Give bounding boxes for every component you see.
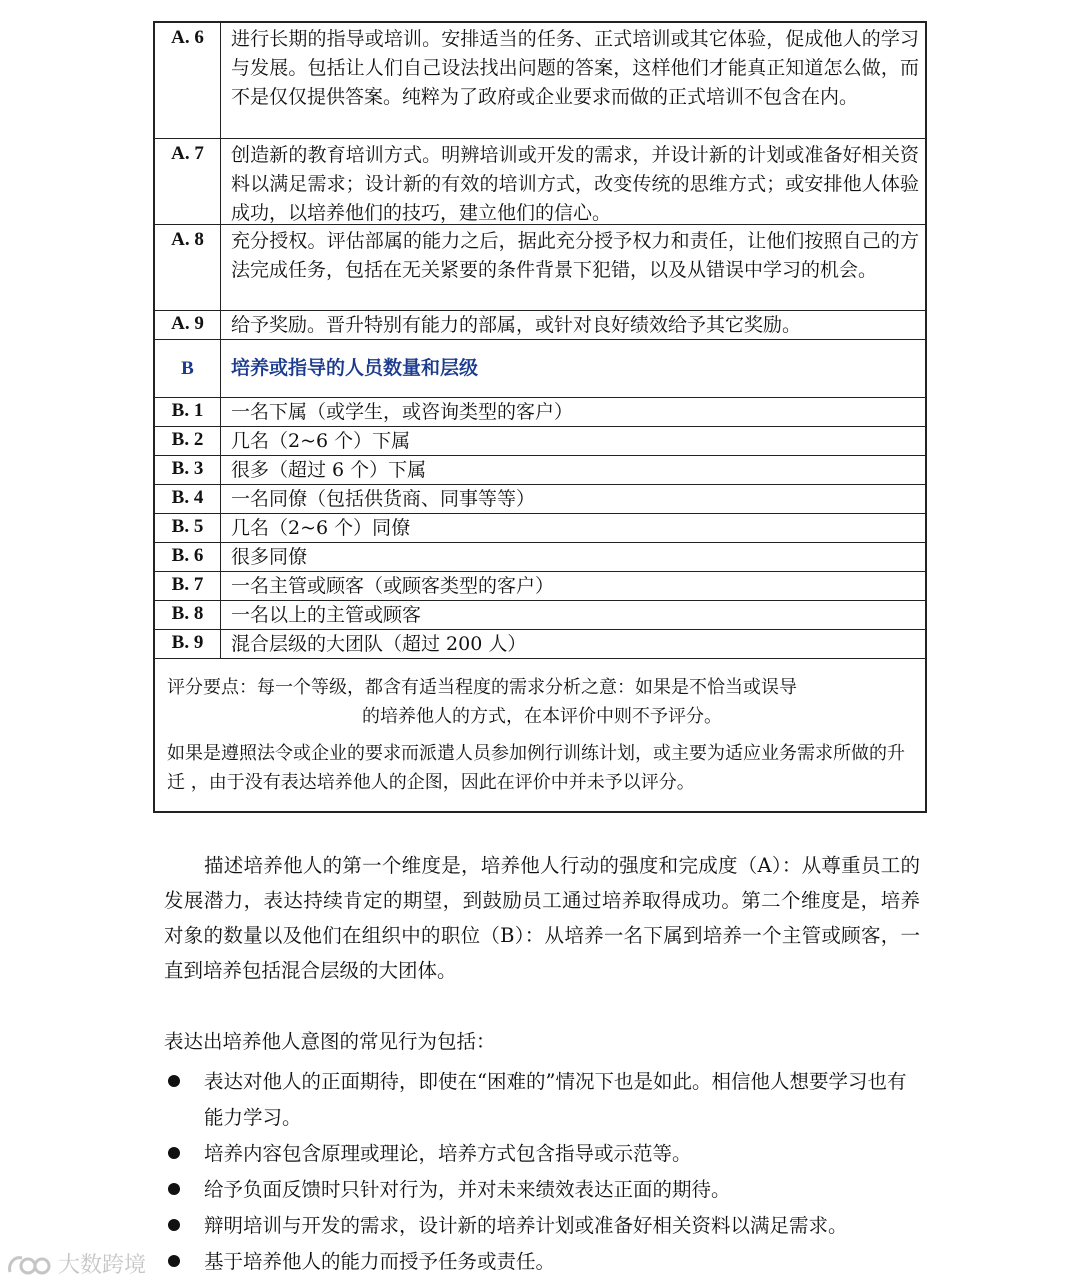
- list-item: [164, 1244, 924, 1280]
- table-row-b7: [155, 572, 925, 601]
- table-row-b1: [155, 398, 925, 427]
- row-code: B. 1: [155, 398, 221, 426]
- row-text: 给予奖励。晋升特别有能力的部属，或针对良好绩效给予其它奖励。: [231, 314, 802, 336]
- row-code: A. 7: [155, 139, 221, 224]
- list-item: [164, 1172, 924, 1208]
- section-title: 培养或指导的人员数量和层级: [231, 357, 479, 379]
- row-text: 一名以上的主管或顾客: [231, 604, 422, 626]
- table-row-b3: [155, 456, 925, 485]
- criteria-table: [153, 21, 927, 813]
- row-text: 几名（2~6 个）同僚: [231, 517, 411, 539]
- row-text: 进行长期的指导或培训。安排适当的任务、正式培训或其它体验，促成他人的学习与发展。包括让人们自己设法找出问题的答案，这样他们才能真正知道怎么做，而不是仅仅提供答案。纯粹为了政府或企业要求而做的正式培训不包含在内。: [231, 28, 919, 108]
- table-row-b4: [155, 485, 925, 514]
- row-code: B. 5: [155, 514, 221, 542]
- behavior-list: [164, 1064, 924, 1280]
- row-code: B. 6: [155, 543, 221, 571]
- list-item-text: 培养内容包含原理或理论，培养方式包含指导或示范等。: [204, 1142, 692, 1165]
- row-code: B. 2: [155, 427, 221, 455]
- scoring-note-line2: 的培养他人的方式，在本评价中则不予评分。: [362, 706, 722, 727]
- watermark-logo-icon: [6, 1250, 52, 1278]
- list-item-text: 表达对他人的正面期待，即使在“困难的”情况下也是如此。相信他人想要学习也有能力学习。: [204, 1070, 907, 1129]
- scoring-note-line1: 评分要点：每一个等级，都含有适当程度的需求分析之意：如果是不恰当或误导: [167, 677, 797, 698]
- row-code: B. 3: [155, 456, 221, 484]
- body-paragraph-dimensions: 描述培养他人的第一个维度是，培养他人行动的强度和完成度（A）：从尊重员工的发展潜力，表达持续肯定的期望，到鼓励员工通过培养取得成功。第二个维度是，培养对象的数量以及他们在组织中的职位（B）：从培养一名下属到培养一个主管或顾客，一直到培养包括混合层级的大团体。: [164, 854, 920, 982]
- table-row-a8: [155, 225, 925, 311]
- row-text: 一名同僚（包括供货商、同事等等）: [231, 488, 536, 510]
- section-code: B: [155, 340, 221, 397]
- watermark-text: 大数跨境: [58, 1253, 147, 1278]
- table-row-b2: [155, 427, 925, 456]
- table-row-a6: [155, 23, 925, 139]
- scoring-note-exclusion: 如果是遵照法令或企业的要求而派遣人员参加例行训练计划，或主要为适应业务需求所做的升迁 ，由于没有表达培养他人的企图，因此在评价中并未予以评分。: [167, 743, 905, 793]
- list-item-text: 给予负面反馈时只针对行为，并对未来绩效表达正面的期待。: [204, 1178, 731, 1201]
- bullet-icon: [168, 1219, 180, 1231]
- row-code: B. 7: [155, 572, 221, 600]
- row-code: A. 9: [155, 311, 221, 339]
- table-row-a7: [155, 139, 925, 225]
- table-row-b6: [155, 543, 925, 572]
- row-text: 很多同僚: [231, 546, 308, 568]
- list-item: [164, 1208, 924, 1244]
- bullet-icon: [168, 1147, 180, 1159]
- scoring-notes: [155, 659, 925, 811]
- row-text: 创造新的教育培训方式。明辨培训或开发的需求，并设计新的计划或准备好相关资料以满足需求；设计新的有效的培训方式，改变传统的思维方式；或安排他人体验成功，以培养他们的技巧，建立他们的信心。: [231, 144, 919, 224]
- body-paragraph-behaviors-intro: 表达出培养他人意图的常见行为包括：: [164, 1030, 496, 1053]
- row-text: 混合层级的大团队（超过 200 人）: [231, 633, 527, 655]
- bullet-icon: [168, 1183, 180, 1195]
- list-item: [164, 1064, 924, 1136]
- table-row-b5: [155, 514, 925, 543]
- list-item-text: 辩明培训与开发的需求，设计新的培养计划或准备好相关资料以满足需求。: [204, 1214, 848, 1237]
- list-item: [164, 1136, 924, 1172]
- row-code: A. 6: [155, 23, 221, 138]
- table-row-a9: [155, 311, 925, 340]
- row-text: 一名下属（或学生，或咨询类型的客户）: [231, 401, 574, 423]
- row-code: B. 4: [155, 485, 221, 513]
- row-text: 很多（超过 6 个）下属: [231, 459, 427, 481]
- bullet-icon: [168, 1255, 180, 1267]
- bullet-icon: [168, 1075, 180, 1087]
- table-row-b8: [155, 601, 925, 630]
- row-text: 一名主管或顾客（或顾客类型的客户）: [231, 575, 555, 597]
- watermark: [6, 1248, 146, 1279]
- row-code: B. 9: [155, 630, 221, 658]
- row-code: A. 8: [155, 225, 221, 310]
- row-text: 几名（2~6 个）下属: [231, 430, 411, 452]
- row-code: B. 8: [155, 601, 221, 629]
- row-text: 充分授权。评估部属的能力之后，据此充分授予权力和责任，让他们按照自己的方法完成任务，包括在无关紧要的条件背景下犯错，以及从错误中学习的机会。: [231, 230, 919, 281]
- table-row-b9: [155, 630, 925, 659]
- table-row-b-header: [155, 340, 925, 398]
- list-item-text: 基于培养他人的能力而授予任务或责任。: [204, 1250, 556, 1273]
